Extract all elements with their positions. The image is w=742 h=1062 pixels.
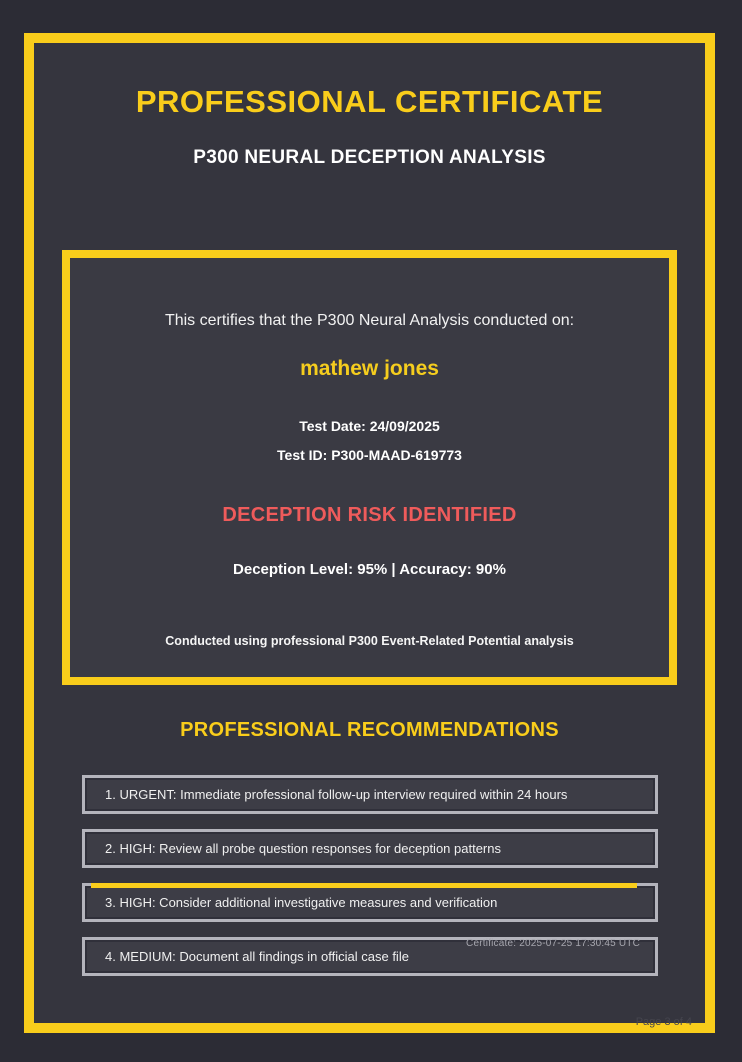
recommendation-item-1 [82, 775, 658, 814]
page-title: PROFESSIONAL CERTIFICATE [135, 84, 604, 119]
certificate-timestamp: Certificate: 2025-07-25 17:30:45 UTC [466, 938, 640, 949]
test-id: Test ID: P300-MAAD-619773 [277, 447, 462, 463]
page-indicator: Page 3 of 4 [635, 1016, 692, 1028]
deception-metrics: Deception Level: 95% | Accuracy: 90% [233, 561, 506, 578]
page-subtitle: P300 NEURAL DECEPTION ANALYSIS [193, 147, 546, 168]
certification-statement: This certifies that the P300 Neural Analysis conducted on: [164, 312, 575, 329]
yellow-highlight-strip [91, 883, 637, 888]
recommendation-item-3 [82, 883, 658, 922]
recommendation-item-2 [82, 829, 658, 868]
risk-status: DECEPTION RISK IDENTIFIED [222, 504, 517, 526]
subject-name: mathew jones [300, 357, 439, 380]
test-date: Test Date: 24/09/2025 [299, 418, 440, 434]
recommendation-text: 3. HIGH: Consider additional investigative measures and verification [105, 895, 498, 910]
recommendation-text: 1. URGENT: Immediate professional follow-up interview required within 24 hours [105, 787, 568, 802]
recommendation-text: 2. HIGH: Review all probe question responses for deception patterns [105, 841, 501, 856]
recommendations-title: PROFESSIONAL RECOMMENDATIONS [180, 719, 559, 741]
recommendation-text: 4. MEDIUM: Document all findings in official case file [105, 949, 409, 964]
analysis-method-note: Conducted using professional P300 Event-Related Potential analysis [165, 634, 574, 648]
